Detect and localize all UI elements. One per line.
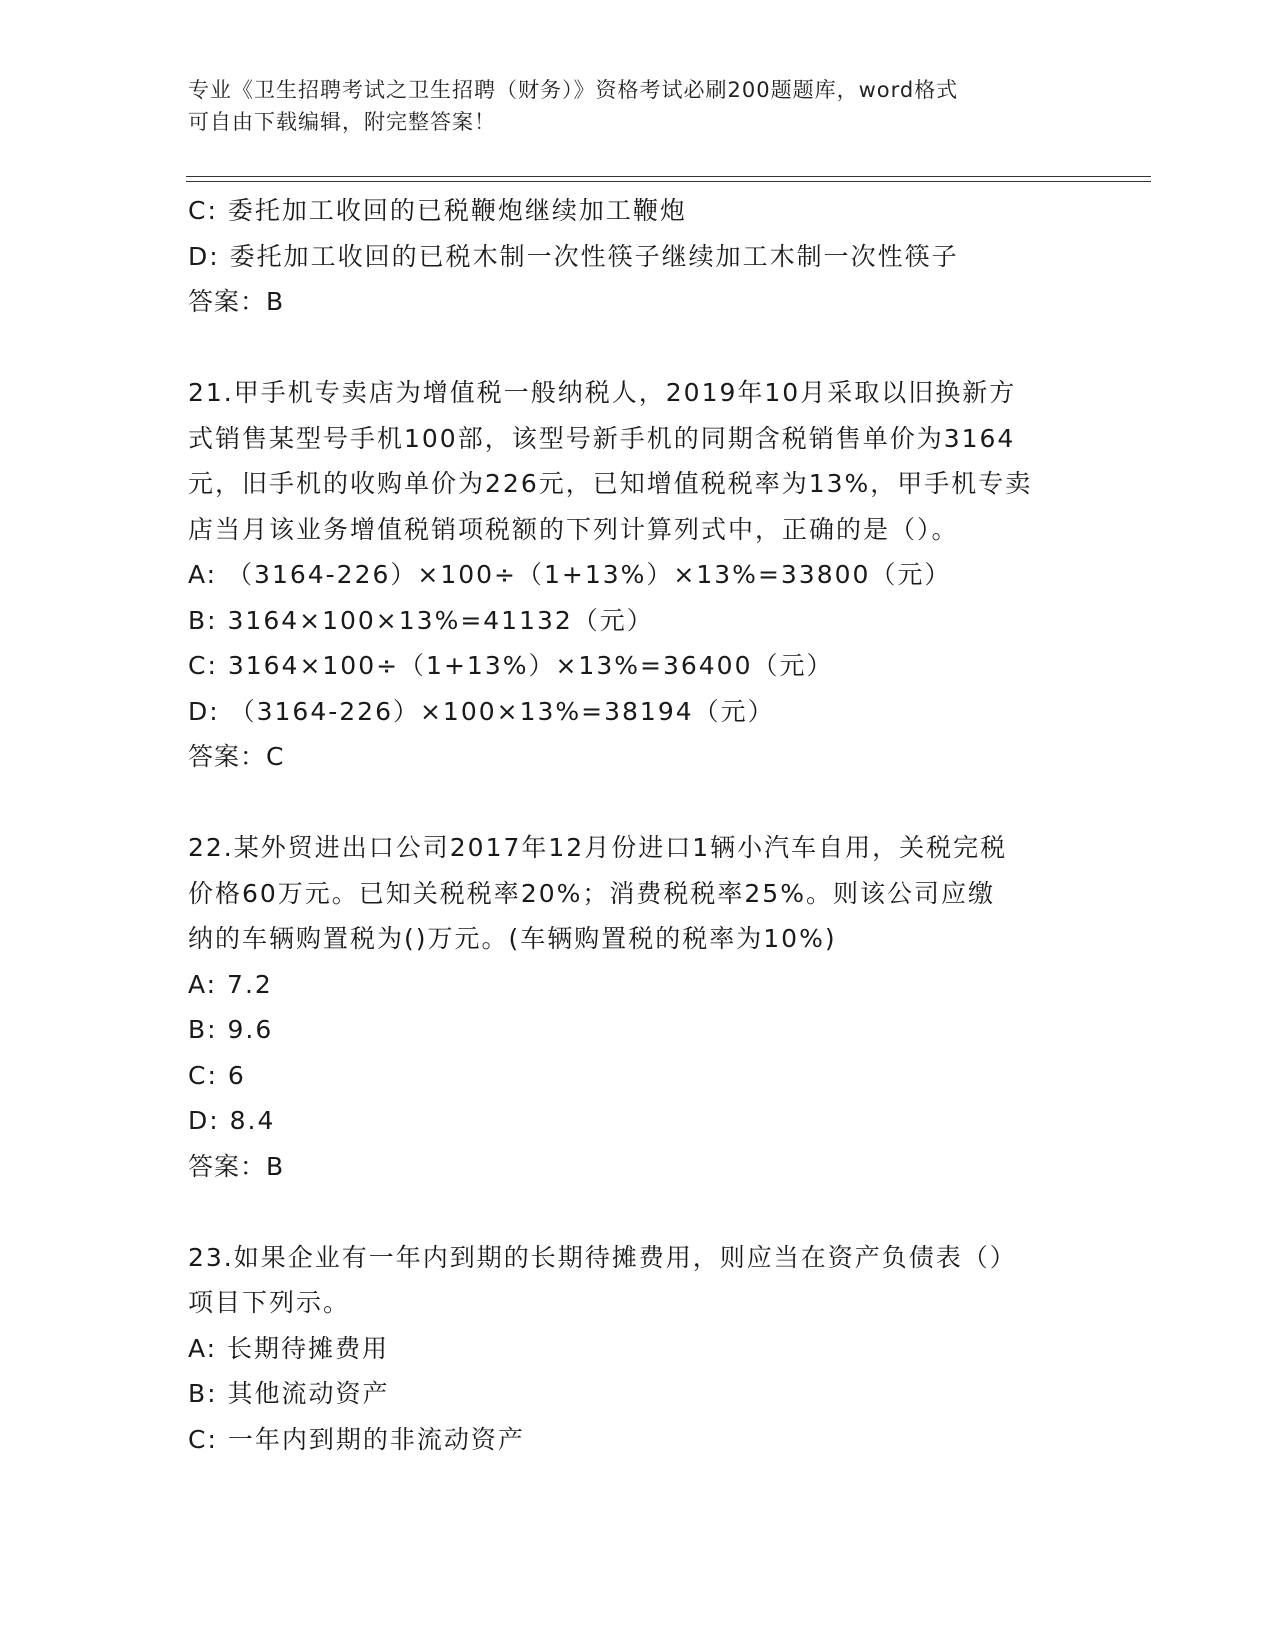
- spacer: [188, 780, 1088, 826]
- q21-option-d: D: （3164-226）×100×13%=38194（元）: [188, 696, 775, 726]
- question-content: [188, 188, 1088, 1462]
- prev-option-c: C: 委托加工收回的已税鞭炮继续加工鞭炮: [188, 196, 687, 225]
- header-divider-bottom: [186, 181, 1151, 182]
- header-divider-top: [186, 176, 1151, 177]
- q23-option-b: B: 其他流动资产: [188, 1379, 390, 1408]
- prev-answer: 答案：B: [188, 287, 285, 316]
- header-line-2: 可自由下载编辑，附完整答案！: [188, 110, 496, 134]
- spacer: [188, 1189, 1088, 1235]
- document-header: [188, 74, 1068, 138]
- q22-stem-line: 价格60万元。已知关税税率20%；消费税税率25%。则该公司应缴: [188, 878, 995, 908]
- q22-option-c: C: 6: [188, 1060, 246, 1090]
- spacer: [188, 325, 1088, 371]
- q23-option-c: C: 一年内到期的非流动资产: [188, 1424, 525, 1454]
- q21-stem-line: 式销售某型号手机100部，该型号新手机的同期含税销售单价为3164: [188, 423, 1016, 453]
- q21-stem-line: 元，旧手机的收购单价为226元，已知增值税税率为13%，甲手机专卖: [188, 469, 1033, 498]
- q22-option-a: A: 7.2: [188, 969, 273, 999]
- header-line-1: 专业《卫生招聘考试之卫生招聘（财务）》资格考试必刷200题题库，word格式: [188, 78, 959, 102]
- q22-stem-line: 纳的车辆购置税为()万元。(车辆购置税的税率为10%): [188, 924, 837, 953]
- q21-stem-line: 21.甲手机专卖店为增值税一般纳税人，2019年10月采取以旧换新方: [188, 378, 1017, 407]
- q21-stem-line: 店当月该业务增值税销项税额的下列计算列式中，正确的是（）。: [188, 514, 959, 544]
- q21-option-c: C: 3164×100÷（1+13%）×13%=36400（元）: [188, 651, 834, 680]
- q23-stem-line: 23.如果企业有一年内到期的长期待摊费用，则应当在资产负债表（）: [188, 1242, 1017, 1272]
- q22-answer: 答案：B: [188, 1151, 285, 1181]
- q22-option-b: B: 9.6: [188, 1015, 274, 1044]
- q21-option-b: B: 3164×100×13%=41132（元）: [188, 605, 654, 635]
- q23-option-a: A: 长期待摊费用: [188, 1333, 390, 1363]
- q22-option-d: D: 8.4: [188, 1106, 276, 1135]
- q23-stem-line: 项目下列示。: [188, 1288, 351, 1317]
- q21-answer: 答案：C: [188, 742, 285, 771]
- prev-option-d: D: 委托加工收回的已税木制一次性筷子继续加工木制一次性筷子: [188, 241, 959, 271]
- q21-option-a: A: （3164-226）×100÷（1+13%）×13%=33800（元）: [188, 560, 952, 589]
- q22-stem-line: 22.某外贸进出口公司2017年12月份进口1辆小汽车自用，关税完税: [188, 833, 1008, 862]
